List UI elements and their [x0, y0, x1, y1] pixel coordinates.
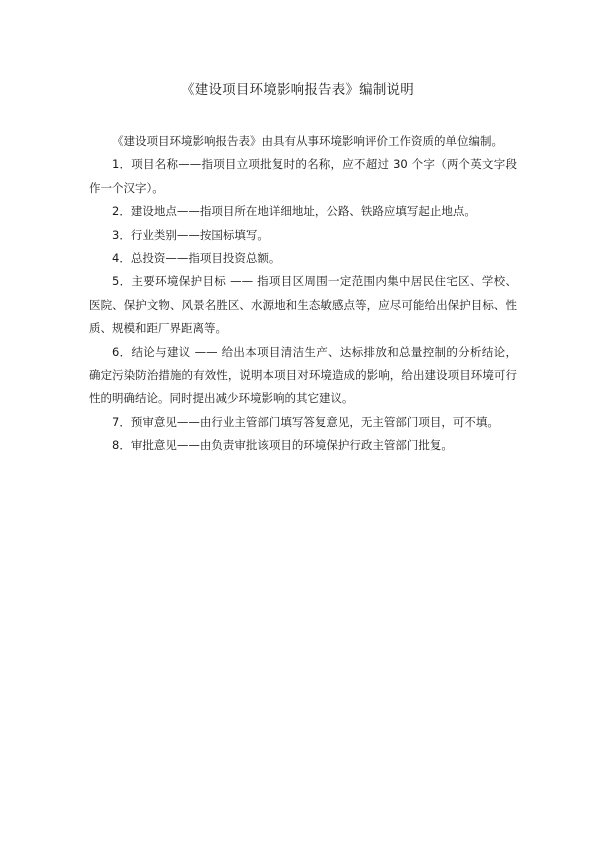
item-7-paragraph: 7．预审意见——由行业主管部门填写答复意见，无主管部门项目，可不填。 — [112, 414, 499, 429]
item-3-paragraph: 3．行业类别——按国标填写。 — [112, 227, 269, 242]
item-1-paragraph: 1．项目名称——指项目立项批复时的名称，应不超过 30 个字（两个英文字段作一个汉字）。 — [89, 157, 517, 195]
item-4-paragraph: 4．总投资——指项目投资总额。 — [112, 251, 281, 266]
intro-paragraph: 《建设项目环境影响报告表》由具有从事环境影响评价工作资质的单位编制。 — [112, 134, 503, 148]
page-title: 《建设项目环境影响报告表》编制说明 — [181, 82, 414, 98]
item-2-paragraph: 2．建设地点——指项目所在地详细地址，公路、铁路应填写起止地点。 — [112, 204, 476, 219]
document-body — [89, 130, 517, 458]
item-6-paragraph: 6．结论与建议 —— 给出本项目清洁生产、达标排放和总量控制的分析结论，确定污染防治措施的有效性，说明本项目对环境造成的影响，给出建设项目环境可行性的明确结论。同时提出减少环境影响的其它建议。 — [89, 344, 517, 406]
item-8-paragraph: 8．审批意见——由负责审批该项目的环境保护行政主管部门批复。 — [112, 438, 453, 453]
item-5-paragraph: 5．主要环境保护目标 —— 指项目区周围一定范围内集中居民住宅区、学校、医院、保护文物、风景名胜区、水源地和生态敏感点等，应尽可能给出保护目标、性质、规模和距厂界距离等。 — [89, 274, 517, 336]
